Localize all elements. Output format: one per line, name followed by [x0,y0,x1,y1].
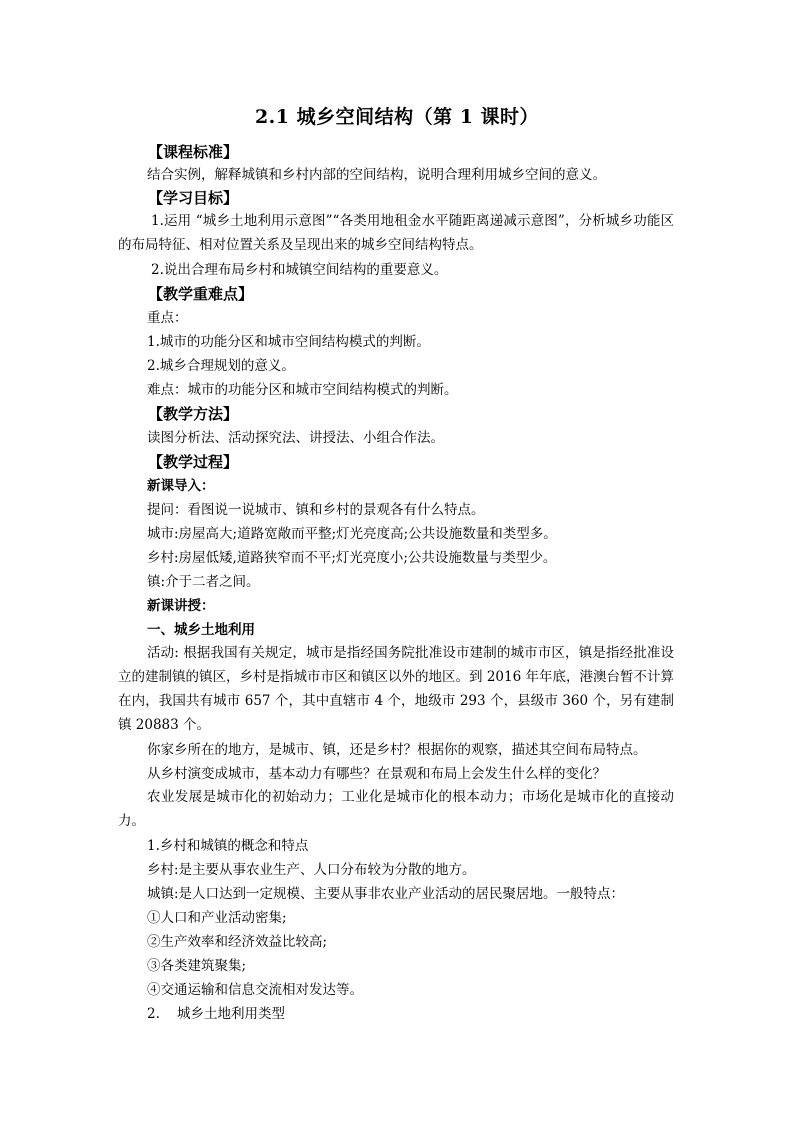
heading-course-standard: 【课程标准】 [148,143,239,161]
city-features: 城市:房屋高大;道路宽敞而平整;灯光亮度高;公共设施数量和类型多。 [147,526,557,542]
heading-teaching-process: 【教学过程】 [148,453,239,471]
town-features: 镇:介于二者之间。 [147,574,260,590]
goal-1: 1.运用 “城乡土地利用示意图”“各类用地租金水平随距离递减示意图”，分析城乡功能区的布局特征、相对位置关系及呈现出来的城乡空间结构特点。 [118,213,674,253]
intro-label: 新课导入： [147,478,215,494]
key-point-1: 1.城市的功能分区和城市空间结构模式的判断。 [147,334,430,350]
heading-key-difficult: 【教学重难点】 [148,285,254,303]
land-use-types-heading: 2. 城乡土地利用类型 [147,1006,286,1022]
concept-heading: 1.乡村和城镇的概念和特点 [147,838,309,854]
power-paragraph [118,785,674,833]
power-text: 农业发展是城市化的初始动力；工业化是城市化的根本动力；市场化是城市化的直接动力。 [118,789,674,829]
key-point-2: 2.城乡合理规划的意义。 [147,358,295,374]
question-text: 提问：看图说一说城市、镇和乡村的景观各有什么特点。 [147,502,485,518]
key-label: 重点： [147,310,188,326]
village-features: 乡村:房屋低矮,道路狭窄而不平;灯光亮度小;公共设施数量与类型少。 [147,550,557,566]
page-title: 2.1 城乡空间结构（第 1 课时） [254,106,540,128]
town-feature-2: ②生产效率和经济效益比较高; [147,934,328,950]
methods-text: 读图分析法、活动探究法、讲授法、小组合作法。 [147,430,444,446]
standard-text: 结合实例，解释城镇和乡村内部的空间结构，说明合理利用城乡空间的意义。 [147,167,606,183]
town-feature-3: ③各类建筑聚集; [147,958,247,974]
activity-paragraph [118,641,674,737]
difficult-point: 难点：城市的功能分区和城市空间结构模式的判断。 [147,382,458,398]
goal-1-paragraph [118,209,674,257]
heading-learning-goals: 【学习目标】 [148,189,239,207]
hometown-question: 你家乡所在的地方，是城市、镇，还是乡村？根据你的观察，描述其空间布局特点。 [147,742,647,758]
heading-teaching-methods: 【教学方法】 [148,405,239,423]
section-heading-land-use: 一、城乡土地利用 [147,622,255,638]
town-definition: 城镇:是人口达到一定规模、主要从事非农业产业活动的居民聚居地。一般特点： [147,886,625,902]
evolution-question: 从乡村演变成城市，基本动力有哪些？在景观和布局上会发生什么样的变化？ [147,766,606,782]
goal-2: 2.说出合理布局乡村和城镇空间结构的重要意义。 [151,262,448,278]
village-definition: 乡村:是主要从事农业生产、人口分布较为分散的地方。 [147,862,476,878]
activity-text: 活动: 根据我国有关规定，城市是指经国务院批准设市建制的城市市区，镇是指经批准设立的建制镇的镇区，乡村是指城市市区和镇区以外的地区。到 2016 年年底，港澳台暂不计算在内，我国共有城市 657 个，其中直辖市 4 个，地级市 293 个，县级市 360 个，另有建制镇 20883 个。 [118,645,674,733]
town-feature-1: ①人口和产业活动密集; [147,910,287,926]
town-feature-4: ④交通运输和信息交流相对发达等。 [147,982,363,998]
lecture-label: 新课讲授： [147,598,215,614]
